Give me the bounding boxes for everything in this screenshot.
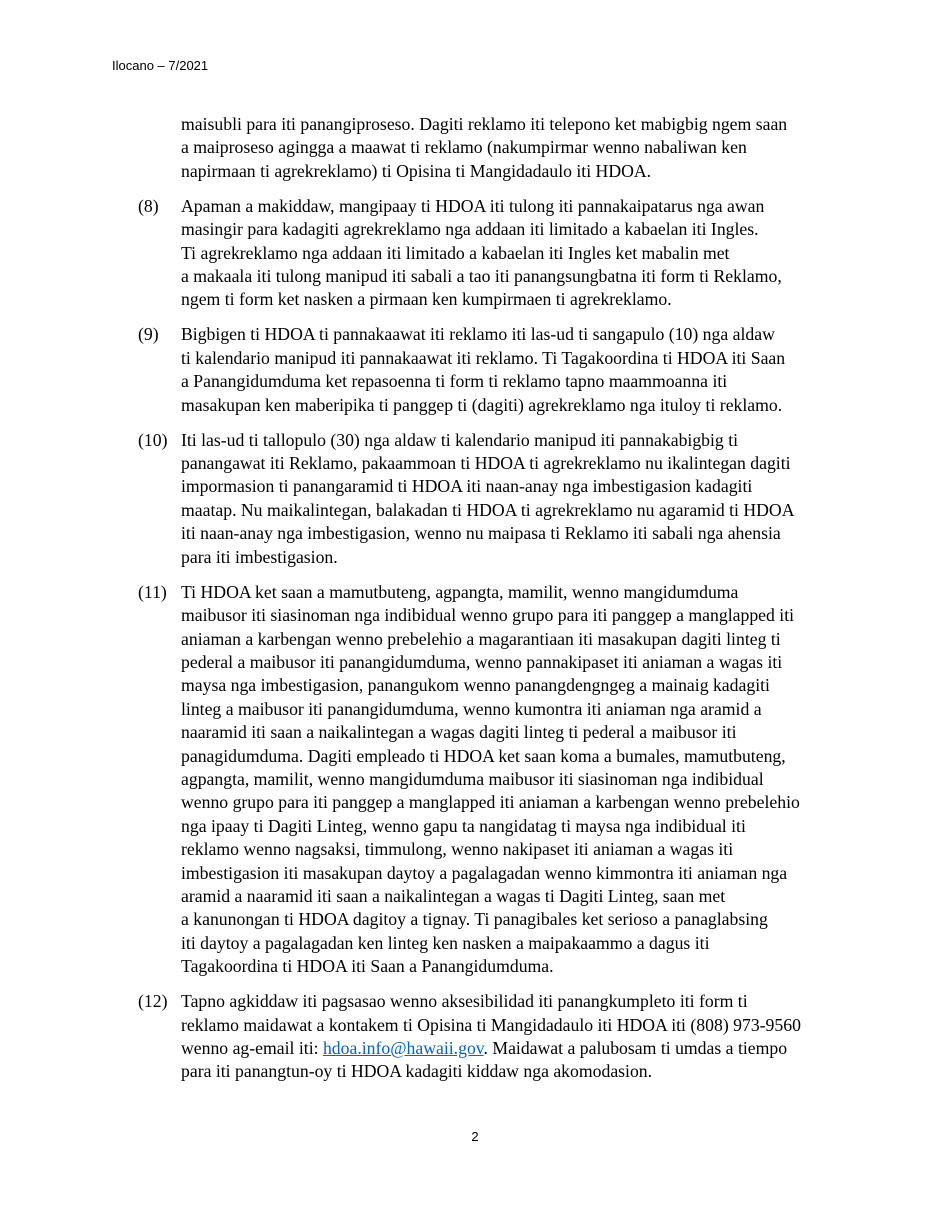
text-line: Bigbigen ti HDOA ti pannakaawat iti reklamo iti las-ud ti sangapulo (10) nga aldaw: [181, 324, 775, 345]
paragraph-text: [181, 581, 838, 979]
paragraph-text: [181, 429, 838, 569]
text-line: [181, 1037, 838, 1060]
text-line: panagidumduma. Dagiti empleado ti HDOA ket saan koma a bumales, mamutbuteng,: [181, 745, 786, 766]
paragraph-number: (12): [138, 991, 168, 1012]
text-line: a makaala iti tulong manipud iti sabali a tao iti panangsungbatna iti form ti Reklamo,: [181, 266, 782, 287]
text-line: ti kalendario manipud iti pannakaawat iti reklamo. Ti Tagakoordina ti HDOA iti Saan: [181, 347, 786, 368]
text-line: agpangta, mamilit, wenno mangidumduma maibusor iti siasinoman nga indibidual: [181, 768, 764, 789]
text-fragment: wenno ag-email iti:: [181, 1038, 323, 1058]
text-line: aniaman a karbengan wenno prebelehio a magarantiaan iti masakupan dagiti linteg ti: [181, 628, 781, 649]
text-line: nga ipaay ti Dagiti Linteg, wenno gapu ta nangidatag ti maysa nga indibidual iti: [181, 815, 746, 836]
text-line: reklamo wenno nagsaksi, timmulong, wenno nakipaset iti aniaman a wagas iti: [181, 839, 734, 860]
paragraph-text: [181, 323, 838, 417]
paragraph-12: [138, 990, 838, 1084]
paragraph-8: [138, 195, 838, 312]
text-line: masingir para kadagiti agrekreklamo nga addaan iti limitado a kabaelan iti Ingles.: [181, 219, 759, 240]
text-line: para iti imbestigasion.: [181, 546, 338, 567]
document-body: [138, 113, 838, 1084]
text-line: a maiproseso agingga a maawat ti reklamo (nakumpirmar wenno nabaliwan ken: [181, 137, 747, 158]
text-line: Tapno agkiddaw iti pagsasao wenno aksesibilidad iti panangkumpleto iti form ti: [181, 991, 748, 1012]
paragraph-continued: [138, 113, 838, 183]
text-line: aramid a naaramid iti saan a naikalintegan a wagas ti Dagiti Linteg, saan met: [181, 885, 726, 906]
text-line: masakupan ken maberipika ti panggep ti (dagiti) agrekreklamo nga ituloy ti reklamo.: [181, 394, 783, 415]
text-line: Tagakoordina ti HDOA iti Saan a Panangidumduma.: [181, 956, 554, 977]
text-line: para iti panangtun-oy ti HDOA kadagiti kiddaw nga akomodasion.: [181, 1061, 653, 1082]
text-line: reklamo maidawat a kontakem ti Opisina ti Mangidadaulo iti HDOA iti (808) 973-9560: [181, 1014, 801, 1035]
paragraph-number: (11): [138, 581, 167, 602]
text-line: panangawat iti Reklamo, pakaammoan ti HDOA ti agrekreklamo nu ikalintegan dagiti: [181, 453, 791, 474]
page-header: Ilocano – 7/2021: [112, 58, 209, 73]
page-number: 2: [471, 1129, 479, 1144]
text-line: maibusor iti siasinoman nga indibidual wenno grupo para iti panggep a manglapped iti: [181, 605, 795, 626]
text-line: pederal a maibusor iti panangidumduma, wenno pannakipaset iti aniaman a wagas iti: [181, 651, 783, 672]
text-line: a Panangidumduma ket repasoenna ti form ti reklamo tapno maammoanna iti: [181, 371, 728, 392]
paragraph-number: [138, 113, 181, 183]
text-line: Ti agrekreklamo nga addaan iti limitado a kabaelan iti Ingles ket mabalin met: [181, 242, 730, 263]
paragraph-10: [138, 429, 838, 569]
text-fragment: . Maidawat a palubosam ti umdas a tiempo: [483, 1038, 788, 1058]
text-line: iti daytoy a pagalagadan ken linteg ken nasken a maipakaammo a dagus iti: [181, 932, 710, 953]
paragraph-text: [181, 990, 838, 1084]
text-line: naaramid iti saan a naikalintegan a wagas dagiti linteg ti pederal a maibusor iti: [181, 722, 737, 743]
paragraph-number: (10): [138, 429, 168, 450]
paragraph-number: (8): [138, 195, 159, 216]
text-line: maisubli para iti panangiproseso. Dagiti reklamo iti telepono ket mabigbig ngem saan: [181, 114, 788, 134]
text-line: maatap. Nu maikalintegan, balakadan ti HDOA ti agrekreklamo nu agaramid ti HDOA: [181, 499, 795, 520]
text-line: impormasion ti panangaramid ti HDOA iti naan-anay nga imbestigasion kadagiti: [181, 476, 753, 497]
text-line: linteg a maibusor iti panangidumduma, wenno kumontra iti aniaman nga aramid a: [181, 698, 762, 719]
paragraph-9: [138, 323, 838, 417]
paragraph-11: [138, 581, 838, 979]
text-line: imbestigasion iti masakupan daytoy a pagalagadan wenno kimmontra iti aniaman nga: [181, 862, 788, 883]
text-line: Iti las-ud ti tallopulo (30) nga aldaw ti kalendario manipud iti pannakabigbig ti: [181, 429, 739, 450]
text-line: a kanunongan ti HDOA dagitoy a tignay. Ti panagibales ket serioso a panaglabsing: [181, 909, 768, 930]
text-line: ngem ti form ket nasken a pirmaan ken kumpirmaen ti agrekreklamo.: [181, 289, 672, 310]
text-line: Apaman a makiddaw, mangipaay ti HDOA iti tulong iti pannakaipatarus nga awan: [181, 195, 765, 216]
paragraph-text: [181, 113, 838, 183]
text-line: maysa nga imbestigasion, panangukom wenno panangdengngeg a mainaig kadagiti: [181, 675, 770, 696]
email-link[interactable]: hdoa.info@hawaii.gov: [322, 1038, 484, 1058]
paragraph-text: [181, 195, 838, 312]
text-line: napirmaan ti agrekreklamo) ti Opisina ti Mangidadaulo iti HDOA.: [181, 160, 652, 181]
text-line: iti naan-anay nga imbestigasion, wenno nu maipasa ti Reklamo iti sabali nga ahensia: [181, 523, 781, 544]
paragraph-number: (9): [138, 324, 159, 345]
text-line: Ti HDOA ket saan a mamutbuteng, agpangta, mamilit, wenno mangidumduma: [181, 581, 739, 602]
text-line: wenno grupo para iti panggep a manglapped iti aniaman a karbengan wenno prebelehio: [181, 792, 800, 813]
